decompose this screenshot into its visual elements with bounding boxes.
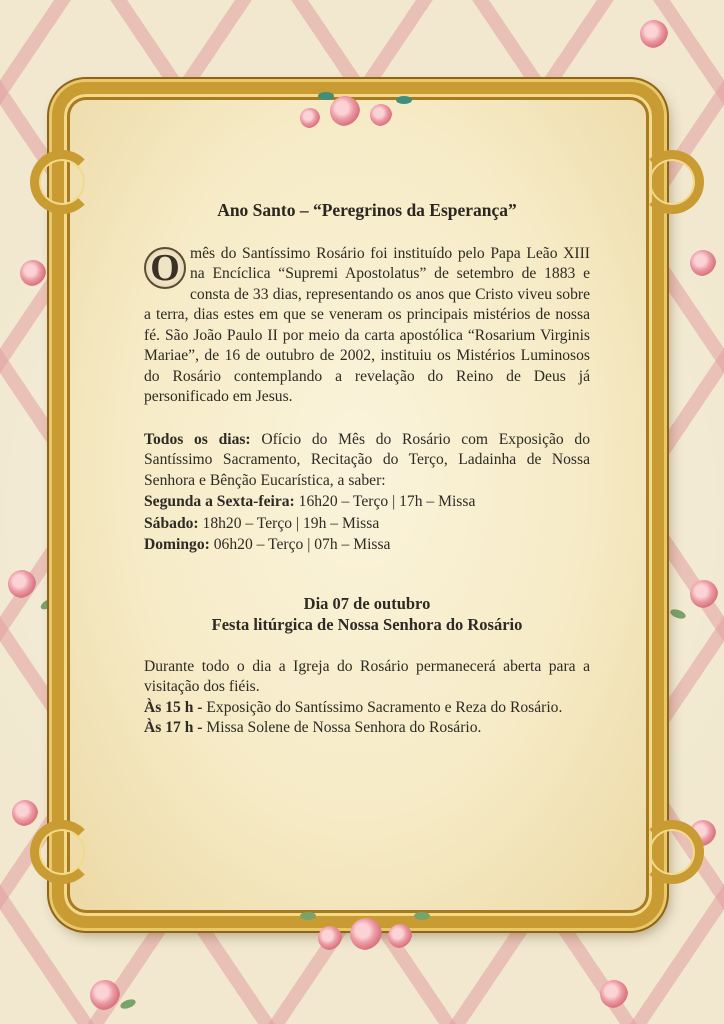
leaf-icon bbox=[414, 912, 430, 920]
feast-event bbox=[144, 698, 590, 719]
daily-paragraph bbox=[144, 430, 590, 492]
frame-scroll-ornament bbox=[640, 820, 704, 884]
rose-icon bbox=[350, 918, 382, 950]
schedule-day: Domingo: bbox=[144, 536, 210, 553]
dropcap-letter: O bbox=[150, 246, 180, 289]
rose-icon bbox=[600, 980, 628, 1008]
schedule-times: 16h20 – Terço | 17h – Missa bbox=[298, 493, 476, 510]
schedule-list bbox=[144, 491, 590, 556]
leaf-icon bbox=[300, 912, 316, 920]
rose-icon bbox=[20, 260, 46, 286]
schedule-row bbox=[144, 513, 590, 535]
rose-icon bbox=[370, 104, 392, 126]
schedule-times: 18h20 – Terço | 19h – Missa bbox=[202, 514, 380, 532]
feast-open-text: Durante todo o dia a Igreja do Rosário permanecerá aberta para a visitação dos fiéis. bbox=[144, 657, 590, 695]
schedule-row bbox=[144, 491, 590, 513]
feast-event-text: Exposição do Santíssimo Sacramento e Reza do Rosário. bbox=[206, 698, 563, 716]
dropcap-ornament-icon bbox=[144, 247, 184, 287]
feast-name: Festa litúrgica de Nossa Senhora do Rosário bbox=[211, 614, 523, 634]
schedule-times: 06h20 – Terço | 07h – Missa bbox=[213, 536, 391, 553]
intro-text: mês do Santíssimo Rosário foi instituído pelo Papa Leão XIII na Encíclica “Supremi Apostolatus” de setembro de 1883 e consta de 33 dias, representando os anos que Cristo viveu sobre a terra, dias estes em que se veneram os principais mistérios de nossa fé. São João Paulo II por meio da carta apostólica “Rosarium Virginis Mariae”, de 16 de outubro de 2002, instituiu os Mistérios Luminosos do Rosário contemplando a revelação do Reino de Deus já personificado em Jesus. bbox=[144, 244, 590, 405]
rose-icon bbox=[90, 980, 120, 1010]
rose-icon bbox=[690, 580, 718, 608]
leaf-icon bbox=[318, 92, 334, 100]
frame-scroll-ornament bbox=[640, 150, 704, 214]
schedule-day: Sábado: bbox=[144, 514, 199, 532]
rose-icon bbox=[318, 926, 342, 950]
document-body bbox=[144, 200, 590, 739]
feast-event-time: Às 15 h - bbox=[144, 698, 203, 716]
feast-event-text: Missa Solene de Nossa Senhora do Rosário. bbox=[206, 719, 482, 736]
rose-icon bbox=[388, 924, 412, 948]
daily-label: Todos os dias: bbox=[144, 430, 251, 448]
daily-text: Ofício do Mês do Rosário com Exposição do Santíssimo Sacramento, Recitação do Terço, Ladainha de Nossa Senhora e Bênção Eucarística, a saber: bbox=[144, 430, 591, 489]
feast-date: Dia 07 de outubro bbox=[303, 593, 431, 613]
rose-icon bbox=[640, 20, 668, 48]
rose-icon bbox=[12, 800, 38, 826]
feast-event bbox=[144, 718, 590, 739]
rose-icon bbox=[8, 570, 36, 598]
rose-icon bbox=[330, 96, 360, 126]
rose-icon bbox=[300, 108, 320, 128]
feast-heading bbox=[144, 593, 590, 635]
frame-scroll-ornament bbox=[30, 820, 94, 884]
feast-event-time: Às 17 h - bbox=[144, 719, 203, 736]
leaf-icon bbox=[396, 96, 412, 104]
schedule-day: Segunda a Sexta-feira: bbox=[144, 493, 295, 510]
page-title: Ano Santo – “Peregrinos da Esperança” bbox=[217, 200, 517, 220]
rose-icon bbox=[690, 250, 716, 276]
intro-paragraph bbox=[144, 244, 590, 408]
frame-scroll-ornament bbox=[30, 150, 94, 214]
schedule-row bbox=[144, 534, 590, 556]
